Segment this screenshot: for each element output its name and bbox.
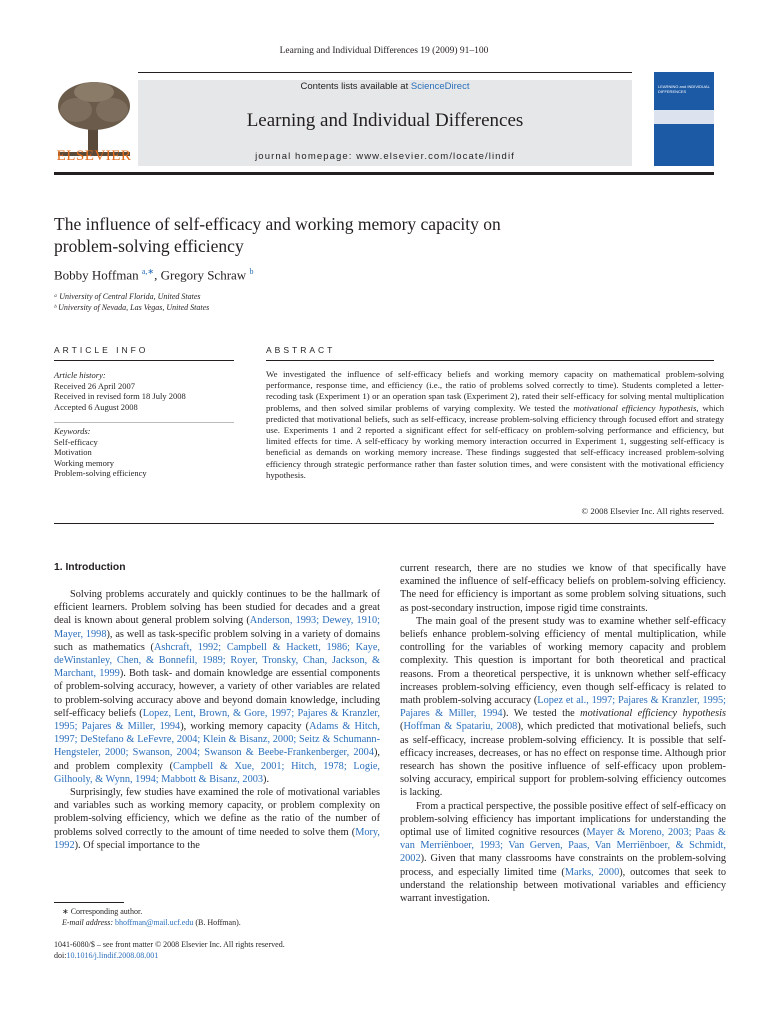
article-info-divider — [54, 422, 234, 423]
journal-name: Learning and Individual Differences — [246, 110, 524, 131]
body-column-left — [54, 576, 380, 852]
citation-link[interactable]: Ashcraft, 1992; Campbell & Hackett, 1986; Kaye, deWinstanley, Chen, & Bonnefil, 1989; Royer, Tronsky, Chan, Jackson, & Marchant, 1999 — [54, 641, 380, 680]
keywords-label: Keywords: — [54, 426, 91, 436]
text: From a practical perspective, the possible positive effect of self-efficacy on problem-solving efficiency has important implications for understanding the optimal use of limited cognitive resources ( — [400, 800, 726, 839]
email-suffix: (B. Hoffman). — [193, 918, 241, 927]
text: ), which predicted that motivational beliefs, such as self-efficacy, increase problem-solving efficiency. It is possible that self-efficacy increases, decreases, or has no effect on response time. Although prior research has shown the positive influence of self-efficacy upon problem-solving accuracy, empirical support for problem-solving efficiency outcomes is lacking. — [400, 721, 726, 799]
accepted-date: Accepted 6 August 2008 — [54, 401, 138, 412]
author-1: Bobby Hoffman — [54, 267, 139, 283]
abstract-heading: ABSTRACT — [266, 345, 336, 355]
title-line-2: problem-solving efficiency — [54, 236, 244, 256]
keyword: Motivation — [54, 447, 92, 457]
paragraph — [54, 786, 380, 852]
email-label: E-mail address: — [62, 918, 116, 927]
text: ). Of special importance to the — [74, 839, 200, 851]
history-label: Article history: — [54, 370, 106, 380]
affiliation-b: ᵇ University of Nevada, Las Vegas, United States — [54, 303, 210, 312]
doi-label: doi: — [54, 951, 67, 960]
contents-prefix: Contents lists available at — [300, 81, 411, 92]
abstract-bottom-rule — [54, 523, 714, 524]
citation-link[interactable]: Lopez et al., 1997; Pajares & Kranzler, 1995; Pajares & Miller, 1994 — [400, 695, 726, 720]
doi-line — [54, 951, 158, 960]
journal-reference: Learning and Individual Differences 19 (2009) 91–100 — [279, 46, 489, 56]
citation-link[interactable]: Adams & Hitch, 1997; DeStefano & LeFevre, 2004; Klein & Bisanz, 2000; Seitz & Schumann-Hengsteler, 2000; Swanson, 2004; Swanson & Beebe-Frankenberger, 2004 — [54, 721, 380, 759]
text: Surprisingly, few studies have examined the role of motivational variables and variables such as working memory capacity, or problem complexity on problem-solving efficiency, which we define as the ratio of the number of problems solved correctly to the amount of time needed to solve them ( — [54, 787, 380, 838]
title-line-1: The influence of self-efficacy and working memory capacity on — [54, 214, 501, 234]
author-separator: , — [154, 267, 161, 283]
keywords — [54, 426, 244, 479]
keyword: Self-efficacy — [54, 436, 98, 447]
footnote-rule — [54, 902, 124, 903]
revised-date: Received in revised form 18 July 2008 — [54, 391, 186, 401]
abstract-copyright: © 2008 Elsevier Inc. All rights reserved. — [581, 506, 724, 516]
keyword: Problem-solving efficiency — [54, 468, 147, 478]
contents-line — [138, 81, 632, 92]
article-history — [54, 370, 244, 412]
citation-link[interactable]: Mory, 1992 — [54, 826, 380, 851]
authors — [54, 267, 253, 283]
header-thick-rule — [54, 172, 714, 175]
text: ), outcomes that seek to understand the relationship between motivational variables and efficiency warrant investigation. — [400, 866, 726, 905]
paragraph: current research, there are no studies we know of that specifically have examined the influence of self-efficacy beliefs on problem-solving efficiency. The need for efficiency is important as some problem solving situations, such as post-secondary instruction, impose rigid time constraints. — [400, 563, 726, 614]
elsevier-wordmark: ELSEVIER — [56, 148, 132, 164]
affiliation-a: ᵃ University of Central Florida, United States — [54, 292, 201, 301]
text: ), working memory capacity ( — [180, 721, 310, 733]
received-date: Received 26 April 2007 — [54, 380, 135, 391]
body-column-right — [400, 562, 726, 905]
citation-link[interactable]: Anderson, 1993; Dewey, 1910; Mayer, 1998 — [54, 615, 381, 640]
cover-strip — [654, 110, 714, 124]
corresponding-author-note: ∗ Corresponding author. — [62, 907, 143, 916]
section-heading-introduction: 1. Introduction — [54, 562, 126, 573]
citation-link[interactable]: Mayer & Moreno, 2003; Paas & van Merriënboer, 1993; Van Gerven, Paas, Van Merriënboer, & Schmidt, 2002 — [400, 827, 726, 865]
abstract-rule — [266, 360, 714, 361]
paragraph — [400, 800, 726, 906]
article-info-rule — [54, 360, 234, 361]
article-title — [54, 213, 694, 257]
text-italic: motivational efficiency hypothesis — [580, 708, 726, 720]
text: ). — [263, 773, 270, 785]
text: Solving problems accurately and quickly continues to be the hallmark of efficient learners. Problem solving has been studied for decades and a great deal is known about general problem solving ( — [54, 589, 380, 627]
citation-link[interactable]: Marks, 2000 — [564, 866, 620, 878]
author-2: Gregory Schraw — [160, 267, 247, 283]
abstract-italic: motivational efficiency hypothesis — [573, 402, 697, 413]
doi-link[interactable]: 10.1016/j.lindif.2008.08.001 — [66, 951, 159, 960]
sciencedirect-link[interactable]: ScienceDirect — [410, 81, 470, 92]
paragraph — [400, 615, 726, 800]
journal-cover-image-icon[interactable] — [654, 72, 714, 166]
journal-homepage[interactable]: journal homepage: www.elsevier.com/locate/lindif — [255, 151, 515, 162]
citation-link[interactable]: Hoffman & Spatariu, 2008 — [403, 721, 518, 733]
keyword: Working memory — [54, 457, 114, 468]
citation-link[interactable]: Lopez, Lent, Brown, & Gore, 1997; Pajares & Kranzler, 1995; Pajares & Miller, 1994 — [54, 707, 380, 733]
text: ). We tested the — [502, 708, 581, 720]
issn-line: 1041-6080/$ – see front matter © 2008 Elsevier Inc. All rights reserved. — [54, 940, 285, 949]
text: ). Both task- and domain knowledge are essential components of problem-solving accuracy, however, a variety of other variables are related to problem-solving accuracy above and beyond domain knowledge, including self-efficacy beliefs ( — [54, 668, 381, 719]
text: ), and problem complexity ( — [54, 747, 380, 772]
paragraph — [54, 588, 380, 786]
author-2-affil-link[interactable]: b — [249, 267, 254, 276]
text: ( — [400, 721, 404, 733]
abstract-part: We investigated the influence of self-efficacy beliefs and working memory capacity on mathematical problem-solving performance, response time, and efficiency (i.e., the ratio of problems solved correctly to time). Students completed a letter-recoding task (Experiment 1) or an operation span task (Experiment 2), rated their self-efficacy for solving mental multiplication problems, and then solved similar problems of varying complexity. We tested the — [266, 369, 724, 413]
text: ), as well as task-specific problem solving in a variety of domains such as mathematics ( — [54, 628, 380, 653]
header-rule — [138, 72, 632, 73]
abstract-text — [266, 369, 724, 481]
text: The main goal of the present study was to examine whether self-efficacy beliefs enhance problem-solving efficiency of mental multiplication, while controlling for the variables of working memory capacity and problem complexity. This question is important for both theoretical and practical reasons. From a theoretical perspective, it is unknown whether self-efficacy increases problem-solving efficiency, even though self-efficacy is related to math problem-solving accuracy ( — [400, 615, 726, 707]
text: ). Given that many classrooms have constraints on the problem-solving process, and especially limited time ( — [400, 853, 726, 878]
email-note — [62, 918, 241, 927]
cover-title: LEARNING and INDIVIDUAL DIFFERENCES — [658, 84, 710, 94]
citation-link[interactable]: Campbell & Xue, 2001; Hitch, 1978; Logie, Gilhooly, & Wynn, 1994; Mabbott & Bisanz, 2003 — [54, 760, 380, 785]
author-1-affil-link[interactable]: a,∗ — [141, 267, 155, 276]
article-info-heading: ARTICLE INFO — [54, 345, 149, 355]
abstract-part: , which predicted that motivational beliefs, such as self-efficacy, increase problem-solving efficiency through focused effort and strategy use. Experiments 1 and 2 reported a significant effect for self-efficacy on problem-solving performance and efficiency, but limited effects for time. A self-efficacy by working memory interaction occurred in Experiment 1, suggesting self-efficacy is beneficial as demands on working memory increase. These findings suggested that self-efficacy increased problem-solving efficiency through strategic performance rather than faster solution times, and were consistent with the motivational efficiency hypothesis. — [266, 402, 724, 480]
email-link[interactable]: bhoffman@mail.ucf.edu — [115, 918, 194, 927]
